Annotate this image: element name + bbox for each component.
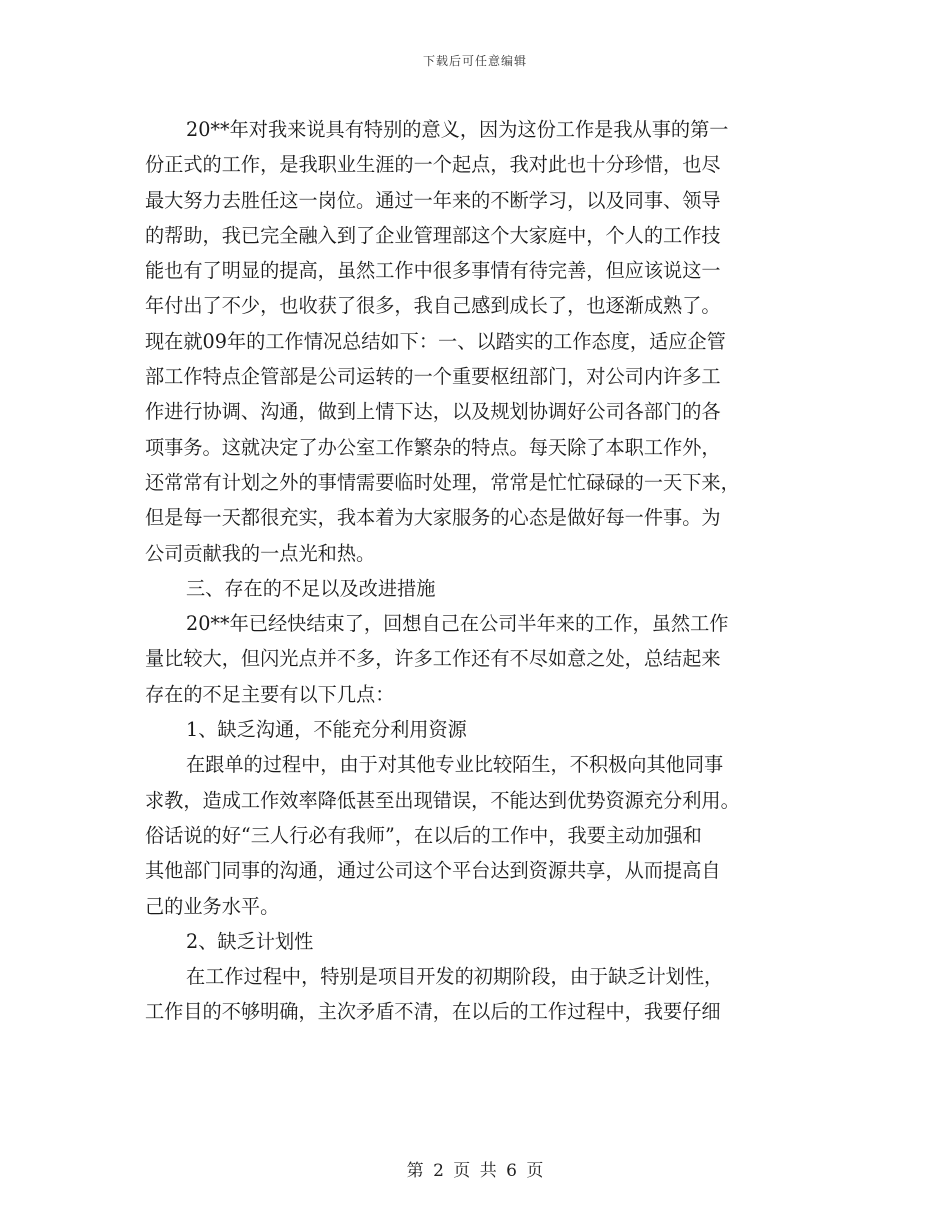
text-line: 作进行协调、沟通，做到上情下达，以及规划协调好公司各部门的各 bbox=[145, 400, 721, 424]
text-line: 工作目的不够明确，主次矛盾不清，在以后的工作过程中，我要仔细 bbox=[145, 1000, 721, 1024]
page-footer: 第 2 页 共 6 页 bbox=[406, 1161, 544, 1181]
text-line: 年付出了不少，也收获了很多，我自己感到成长了，也逐渐成熟了。 bbox=[145, 294, 721, 318]
text-line: 求教，造成工作效率降低甚至出现错误，不能达到优势资源充分利用。 bbox=[145, 788, 740, 812]
text-line: 在跟单的过程中，由于对其他专业比较陌生，不积极向其他同事 bbox=[186, 753, 724, 777]
subsection-heading: 2、缺乏计划性 bbox=[186, 929, 314, 953]
text-line: 项事务。这就决定了办公室工作繁杂的特点。每天除了本职工作外， bbox=[145, 435, 721, 459]
document-body bbox=[145, 112, 805, 1030]
text-line: 还常常有计划之外的事情需要临时处理，常常是忙忙碌碌的一天下来， bbox=[145, 470, 740, 494]
subsection-heading: 1、缺乏沟通，不能充分利用资源 bbox=[186, 718, 467, 742]
text-line: 能也有了明显的提高，虽然工作中很多事情有待完善，但应该说这一 bbox=[145, 259, 721, 283]
text-line: 20**年对我来说具有特别的意义，因为这份工作是我从事的第一 bbox=[186, 118, 729, 141]
text-line: 在工作过程中，特别是项目开发的初期阶段，由于缺乏计划性， bbox=[186, 965, 724, 989]
page-header: 下载后可任意编辑 bbox=[422, 54, 527, 68]
text-line: 公司贡献我的一点光和热。 bbox=[145, 541, 376, 565]
text-line: 部工作特点企管部是公司运转的一个重要枢纽部门，对公司内许多工 bbox=[145, 365, 721, 389]
text-line: 量比较大，但闪光点并不多，许多工作还有不尽如意之处，总结起来 bbox=[145, 647, 721, 671]
text-line: 己的业务水平。 bbox=[145, 894, 280, 918]
text-line: 存在的不足主要有以下几点： bbox=[145, 682, 395, 706]
text-line: 俗话说的好“三人行必有我师”，在以后的工作中，我要主动加强和 bbox=[145, 823, 702, 847]
text-line: 最大努力去胜任这一岗位。通过一年来的不断学习，以及同事、领导 bbox=[145, 188, 721, 212]
text-line: 的帮助，我已完全融入到了企业管理部这个大家庭中，个人的工作技 bbox=[145, 223, 721, 247]
text-line: 其他部门同事的沟通，通过公司这个平台达到资源共享，从而提高自 bbox=[145, 859, 721, 883]
section-heading: 三、存在的不足以及改进措施 bbox=[186, 576, 436, 600]
text-line: 份正式的工作，是我职业生涯的一个起点，我对此也十分珍惜，也尽 bbox=[145, 153, 721, 177]
text-line: 但是每一天都很充实，我本着为大家服务的心态是做好每一件事。为 bbox=[145, 506, 721, 530]
text-line: 现在就09年的工作情况总结如下：一、以踏实的工作态度，适应企管 bbox=[145, 329, 726, 353]
text-line: 20**年已经快结束了，回想自己在公司半年来的工作，虽然工作 bbox=[186, 612, 729, 636]
